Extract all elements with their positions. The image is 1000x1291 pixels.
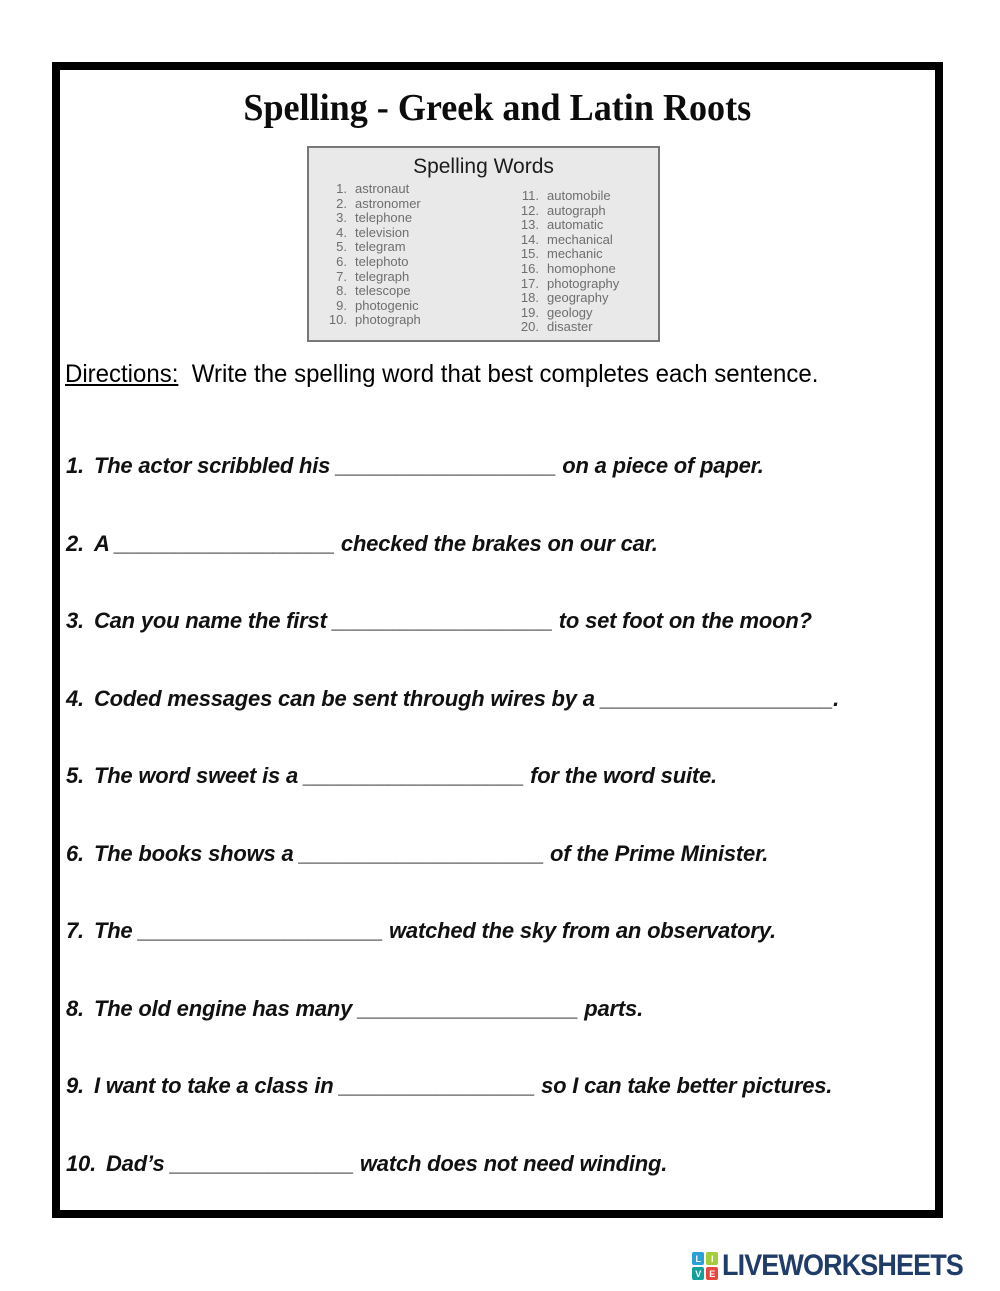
liveworksheets-logo — [692, 1249, 990, 1283]
sentence-post-text: checked the brakes on our car. — [335, 530, 658, 556]
spelling-word — [321, 255, 513, 270]
spelling-word — [513, 189, 658, 204]
spelling-word-number: 4. — [336, 224, 347, 240]
logo-tile-e: E — [706, 1267, 718, 1280]
spelling-word — [513, 262, 658, 277]
sentence-number: 10. — [66, 1150, 96, 1176]
answer-blank[interactable]: ___________________ — [600, 685, 834, 711]
spelling-word-number: 10. — [328, 312, 347, 328]
sentence-list — [66, 453, 935, 1228]
sentence-post-text: watch does not need winding. — [353, 1150, 668, 1176]
spelling-word-text: geology — [547, 304, 593, 320]
spelling-word-text: telegram — [355, 239, 406, 255]
spelling-word-number: 7. — [336, 268, 347, 284]
spelling-word — [321, 270, 513, 285]
spelling-word — [513, 291, 658, 306]
spelling-word — [513, 218, 658, 233]
answer-blank[interactable]: __________________ — [332, 608, 553, 633]
spelling-word-number: 17. — [520, 275, 539, 291]
spelling-word — [513, 306, 658, 321]
sentence-row — [66, 918, 935, 996]
spelling-word-number: 16. — [520, 260, 539, 276]
answer-blank[interactable]: __________________ — [336, 453, 557, 478]
worksheet-frame — [52, 62, 943, 1218]
spelling-word-text: telegraph — [355, 268, 410, 284]
spelling-word — [321, 211, 513, 226]
sentence-number: 8. — [66, 995, 84, 1021]
page-title — [60, 86, 935, 130]
spelling-word-text: automatic — [547, 217, 604, 233]
sentence-row — [66, 1151, 935, 1229]
spelling-word — [513, 247, 658, 262]
sentence-post-text: on a piece of paper. — [556, 453, 764, 478]
answer-blank[interactable]: __________________ — [358, 995, 579, 1021]
spelling-word-number: 13. — [520, 217, 539, 233]
spelling-word-text: autograph — [547, 202, 606, 218]
spelling-word-number: 1. — [336, 181, 347, 196]
sentence-row — [66, 686, 935, 764]
spelling-word-text: astronomer — [355, 195, 421, 211]
spelling-word-text: mechanical — [547, 231, 613, 247]
sentence-post-text: for the word suite. — [524, 763, 717, 788]
logo-tile-i: I — [706, 1252, 718, 1265]
sentence-row — [66, 608, 935, 686]
spelling-words-columns — [309, 182, 658, 335]
spelling-words-column-left — [321, 182, 513, 335]
liveworksheets-wordmark: LIVEWORKSHEETS — [722, 1249, 964, 1282]
sentence-pre-text: A — [93, 530, 115, 556]
sentence-pre-text: Coded messages can be sent through wires by a — [93, 685, 601, 711]
sentence-number: 9. — [66, 1073, 84, 1098]
sentence-pre-text: The old engine has many — [93, 995, 359, 1021]
sentence-post-text: of the Prime Minister. — [544, 840, 769, 866]
logo-tile-l: L — [692, 1252, 704, 1265]
spelling-word-number: 15. — [520, 246, 539, 262]
answer-blank[interactable]: ____________________ — [299, 840, 545, 866]
spelling-word-number: 19. — [520, 304, 539, 320]
spelling-words-box — [307, 146, 660, 342]
sentence-post-text: so I can take better pictures. — [535, 1073, 833, 1098]
spelling-word-number: 14. — [520, 231, 539, 247]
spelling-word-text: telephone — [355, 210, 413, 226]
spelling-word-number: 11. — [521, 188, 539, 203]
sentence-number: 3. — [66, 608, 84, 633]
spelling-word-text: photograph — [355, 312, 421, 328]
spelling-word-text: astronaut — [355, 181, 410, 196]
spelling-word — [321, 182, 513, 197]
answer-blank[interactable]: ____________________ — [138, 918, 384, 943]
spelling-word-text: homophone — [547, 260, 616, 276]
spelling-words-column-right — [513, 182, 658, 335]
spelling-word-number: 8. — [336, 283, 347, 299]
spelling-word-text: telephoto — [355, 253, 409, 269]
sentence-post-text: parts. — [578, 995, 643, 1021]
sentence-pre-text: The word sweet is a — [93, 763, 304, 788]
directions-line — [65, 360, 818, 389]
answer-blank[interactable]: __________________ — [303, 763, 525, 788]
spelling-word-text: telescope — [355, 283, 411, 299]
spelling-word-text: photography — [547, 275, 620, 291]
directions-text: Write the spelling word that best completes each sentence. — [191, 360, 819, 388]
sentence-post-text: watched the sky from an observatory. — [383, 918, 776, 943]
spelling-word-number: 3. — [336, 210, 347, 226]
spelling-word — [513, 277, 658, 292]
sentence-number: 7. — [66, 918, 84, 943]
sentence-row — [66, 453, 935, 531]
answer-blank[interactable]: __________________ — [114, 530, 335, 556]
sentence-pre-text: Can you name the first — [93, 608, 333, 633]
spelling-word — [321, 284, 513, 299]
spelling-word-number: 20. — [520, 319, 539, 335]
answer-blank[interactable]: ________________ — [339, 1073, 536, 1098]
sentence-pre-text: I want to take a class in — [93, 1073, 340, 1098]
sentence-number: 4. — [66, 685, 84, 711]
sentence-post-text: . — [833, 685, 840, 711]
spelling-word-text: television — [355, 224, 410, 240]
liveworksheets-logo-icon — [692, 1252, 718, 1280]
sentence-row — [66, 841, 935, 919]
spelling-words-heading: Spelling Words — [413, 155, 554, 178]
spelling-word-number: 2. — [336, 195, 347, 211]
sentence-row — [66, 1073, 935, 1151]
sentence-pre-text: Dad’s — [105, 1150, 171, 1176]
spelling-word-text: geography — [547, 290, 609, 306]
sentence-row — [66, 531, 935, 609]
spelling-word — [513, 233, 658, 248]
spelling-word-text: disaster — [547, 319, 593, 335]
spelling-word-text: mechanic — [547, 246, 603, 262]
sentence-row — [66, 996, 935, 1074]
spelling-word-number: 5. — [336, 239, 347, 255]
spelling-word — [321, 299, 513, 314]
spelling-word — [513, 320, 658, 335]
sentence-pre-text: The actor scribbled his — [93, 453, 337, 478]
page-title-text: Spelling - Greek and Latin Roots — [243, 87, 752, 129]
spelling-word-number: 18. — [520, 290, 539, 306]
spelling-word — [321, 240, 513, 255]
sentence-number: 2. — [66, 530, 84, 556]
spelling-word-text: automobile — [547, 188, 611, 203]
spelling-word — [321, 197, 513, 212]
sentence-post-text: to set foot on the moon? — [552, 608, 812, 633]
spelling-word — [321, 226, 513, 241]
sentence-pre-text: The — [93, 918, 139, 943]
logo-tile-v: V — [692, 1267, 704, 1280]
spelling-word-number: 9. — [336, 297, 347, 313]
answer-blank[interactable]: _______________ — [170, 1150, 354, 1176]
spelling-word-number: 6. — [336, 253, 347, 269]
sentence-number: 6. — [66, 840, 84, 866]
sentence-pre-text: The books shows a — [93, 840, 300, 866]
sentence-number: 1. — [66, 453, 84, 478]
spelling-word-text: photogenic — [355, 297, 419, 313]
sentence-number: 5. — [66, 763, 84, 788]
spelling-word — [513, 204, 658, 219]
spelling-word — [321, 313, 513, 328]
sentence-row — [66, 763, 935, 841]
directions-label: Directions: — [65, 360, 179, 388]
spelling-word-number: 12. — [520, 202, 539, 218]
